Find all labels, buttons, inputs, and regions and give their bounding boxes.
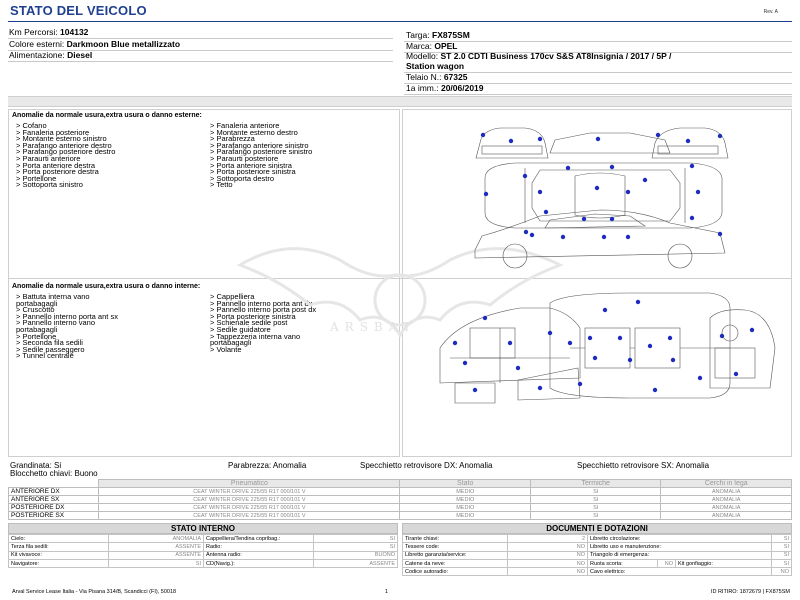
table-row: Libretto garanzia/service: NO Triangolo di emergenza: SI <box>403 551 792 559</box>
footer-id: ID RITIRO: 1872679 | FX875SM <box>710 589 790 595</box>
list-item: > Porta posteriore sinistra <box>210 167 296 177</box>
list-item: > Tunnel centrale <box>16 351 74 361</box>
list-item: > Fanaleria anteriore <box>210 121 280 130</box>
parabrezza-text: Parabrezza: Anomalia <box>228 461 307 470</box>
immatricolazione-row: 1a imm.: 20/06/2019 <box>406 83 484 93</box>
list-item: > Porta anteriore destra <box>16 160 96 170</box>
list-item: > Battuta interna vano <box>16 292 90 301</box>
list-item: portabagagli <box>16 324 58 334</box>
list-item: > Parabrezza <box>210 134 255 144</box>
modello-row-2: Station wagon <box>406 61 465 71</box>
table-row: ANTERIORE SX CEAT WINTER DRIVE 225/55 R17 000/101 V MEDIO SI ANOMALIA <box>9 496 792 504</box>
list-item: > Porta anteriore sinistra <box>210 160 292 170</box>
col-stato: Stato <box>400 480 531 488</box>
list-item: > Fanaleria posteriore <box>16 127 90 137</box>
footer-address: Arval Service Lease Italia - Via Pisana 314/B, Scandicci (FI), 50018 <box>12 589 177 595</box>
list-item: > Sedile guidatore <box>210 324 271 334</box>
km-row: Km Percorsi: 104132 <box>9 27 89 37</box>
title-divider <box>8 21 792 22</box>
list-item: > Schienale sedile post <box>210 318 288 328</box>
list-item: portabagagli <box>16 298 58 308</box>
modello-row: Modello: ST 2.0 CDTI Business 170cv S&S AT8Insignia / 2017 / 5P / <box>406 51 672 61</box>
list-item: > Tappezzeria interna vano <box>210 331 301 341</box>
targa-row: Targa: FX875SM <box>406 30 470 40</box>
list-item: > Volante <box>210 344 242 354</box>
col-pneumatico: Pneumatico <box>99 480 400 488</box>
table-row: Navigatore: SI CD(Navig.): ASSENTE <box>9 559 398 567</box>
specchietto-dx-text: Specchietto retrovisore DX: Anomalia <box>360 461 493 470</box>
table-row: Tirante chiavi: 2 Libretto circolazione: SI <box>403 535 792 543</box>
colore-row: Colore esterni: Darkmoon Blue metallizzato <box>9 39 181 49</box>
list-item: > Tetto <box>210 180 233 190</box>
list-item: > Montante esterno sinistro <box>16 134 107 144</box>
list-item: > Portellone <box>16 173 57 183</box>
table-row: Terza fila sedili: ASSENTE Radio: SI <box>9 543 398 551</box>
list-item: > Pannello interno porta post dx <box>210 305 317 315</box>
list-item: > Paraurti posteriore <box>210 153 279 163</box>
list-item: > Parafango anteriore sinistro <box>210 140 309 150</box>
table-row: Codice autoradio: NO Cavo elettrico: NO <box>403 568 792 576</box>
alimentazione-row: Alimentazione: Diesel <box>9 50 93 60</box>
blocchetto-text: Blocchetto chiavi: Buono <box>10 469 98 478</box>
section-band <box>8 96 792 107</box>
col-termiche: Termiche <box>530 480 661 488</box>
footer-page: 1 <box>385 589 389 595</box>
list-item: > Pannello interno vano <box>16 318 96 328</box>
external-title: Anomalie da normale usura,extra usura o danno esterne: <box>12 112 202 119</box>
revision-label: Rev. A <box>763 9 778 15</box>
external-list-1 <box>16 123 115 189</box>
table-header-row <box>9 480 792 488</box>
exterior-car-diagram <box>470 118 730 273</box>
stato-interno-table <box>8 534 398 568</box>
list-item: > Sottoporta sinistro <box>16 180 83 190</box>
list-item: > Paraurti anteriore <box>16 153 81 163</box>
list-item: > Cofano <box>16 121 47 130</box>
list-item: > Parafango posteriore sinistro <box>210 147 313 157</box>
list-item: > Montante esterno destro <box>210 127 298 137</box>
list-item: > Cappelliera <box>210 292 255 301</box>
internal-title: Anomalie da normale usura,extra usura o danno interne: <box>12 283 201 290</box>
grandinata-text: Grandinata: Si <box>10 461 62 470</box>
list-item: > Porta posteriore sinistra <box>210 311 296 321</box>
list-item: > Sottoporta destro <box>210 173 274 183</box>
list-item: > Sedile passeggero <box>16 344 85 354</box>
list-item: > Pannello interno porta ant sx <box>16 311 118 321</box>
table-row: Catene da neve: NO Ruota scorta: NO Kit gonfiaggio: SI <box>403 559 792 567</box>
table-row: ANTERIORE DX CEAT WINTER DRIVE 225/55 R17 000/101 V MEDIO SI ANOMALIA <box>9 488 792 496</box>
list-item: > Pannello interno porta ant dx <box>210 298 313 308</box>
watermark-text: ARSBAT <box>330 320 417 334</box>
stato-interno-title: STATO INTERNO <box>8 523 398 534</box>
page-title: STATO DEL VEICOLO <box>10 3 147 18</box>
internal-list-1 <box>16 294 118 360</box>
list-item: > Portellone <box>16 331 57 341</box>
list-item: portabagagli <box>210 338 252 348</box>
list-item: > Porta posteriore destra <box>16 167 99 177</box>
table-row: POSTERIORE DX CEAT WINTER DRIVE 225/55 R17 000/101 V MEDIO SI ANOMALIA <box>9 504 792 512</box>
table-row: POSTERIORE SX CEAT WINTER DRIVE 225/55 R17 000/101 V MEDIO SI ANOMALIA <box>9 512 792 520</box>
list-item: > Cruscotto <box>16 305 55 315</box>
table-row: Tessere code: NO Libretto uso e manutenzione: SI <box>403 543 792 551</box>
table-row: Cielo: ANOMALIA Cappelliera/Tendina copribag.: SI <box>9 535 398 543</box>
marca-row: Marca: OPEL <box>406 41 458 51</box>
external-list-2 <box>210 123 312 189</box>
specchietto-sx-text: Specchietto retrovisore SX: Anomalia <box>577 461 710 470</box>
documenti-title: DOCUMENTI E DOTAZIONI <box>402 523 792 534</box>
col-cerchi: Cerchi in lega <box>661 480 792 488</box>
documenti-table <box>402 534 792 576</box>
list-item: > Parafango posteriore destro <box>16 147 116 157</box>
list-item: > Parafango anteriore destro <box>16 140 112 150</box>
telaio-row: Telaio N.: 67325 <box>406 72 468 82</box>
tyres-table <box>8 479 792 520</box>
list-item: > Seconda fila sedili <box>16 338 83 348</box>
table-row: Kit vivavoce: ASSENTE Antenna radio: BUONO <box>9 551 398 559</box>
interior-car-diagram <box>430 288 780 406</box>
